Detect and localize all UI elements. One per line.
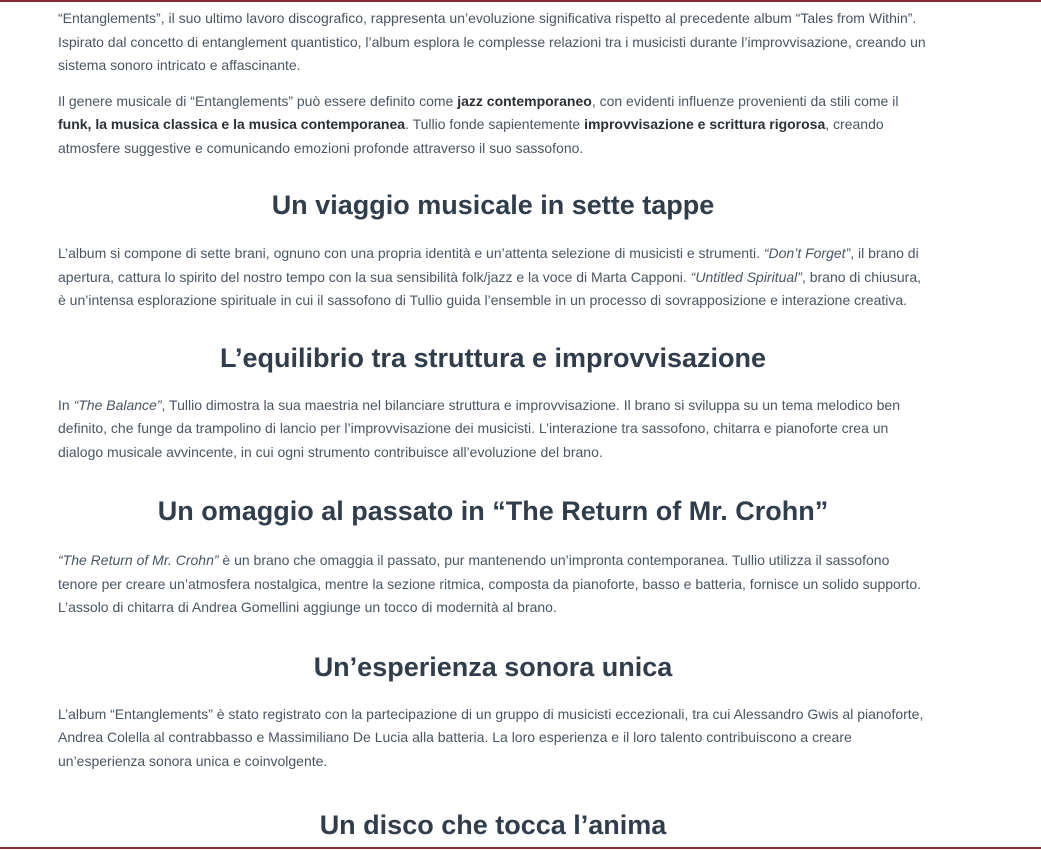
italic-title: “The Balance” [73,396,162,413]
text-run: In [58,396,74,413]
section-heading-esperienza: Un’esperienza sonora unica [313,651,673,682]
bold-text: funk, la musica classica e la musica contemporanea [58,116,406,132]
text-run: , il brano di apertura, cattura lo spirito del nostro tempo con la sua sensibilità folk/jazz e la voce di Marta Capponi. [58,245,919,285]
italic-title: “The Return of Mr. Crohn” [58,552,219,568]
text-run: , Tullio dimostra la sua maestria nel bilanciare struttura e improvvisazione. Il brano si sviluppa su un tema melodico ben definito, che funge da trampolino di lancio per l’improvvisazione dei musicisti. L’interazione tra sassofono, chitarra e pianoforte crea un dialogo musicale avvincente, in cui ogni strumento contribuisce all’evoluzione del brano. [58,396,900,460]
bold-text: jazz contemporaneo [457,92,592,109]
bold-text: improvvisazione e scrittura rigorosa [584,116,826,132]
text-run: , creando atmosfere suggestive e comunicando emozioni profonde attraverso il suo sassofono. [58,116,884,156]
italic-title: “Untitled Spiritual” [690,268,802,285]
text-run: è un brano che omaggia il passato, pur mantenendo un’impronta contemporanea. Tullio utilizza il sassofono tenore per creare un’atmosfera nostalgica, mentre la sezione ritmica, composta da pianoforte, basso e batteria, fornisce un solido supporto. L’assolo di chitarra di Andrea Gomellini aggiunge un tocco di modernità al brano. [58,552,922,615]
section-heading-viaggio: Un viaggio musicale in sette tappe [271,190,715,220]
text-run: , con evidenti influenze provenienti da stili come il [591,92,899,109]
text-run: Il genere musicale di “Entanglements” può essere definito come [58,92,458,109]
text-run: L’album si compone di sette brani, ognuno con una propria identità e un’attenta selezione di musicisti e strumenti. [58,245,764,261]
bottom-accent-line [0,847,1041,849]
text-run: , brano di chiusura, è un’intensa esplorazione spirituale in cui il sassofono di Tullio guida l’ensemble in un processo di sovrapposizione e interazione creativa. [58,268,922,308]
section-heading-omaggio: Un omaggio al passato in “The Return of Mr. Crohn” [157,496,829,526]
article-body [58,7,930,842]
section-heading-equilibrio: L’equilibrio tra struttura e improvvisazione [219,342,767,373]
section-paragraph-esperienza: L’album “Entanglements” è stato registrato con la partecipazione di un gruppo di musicisti eccezionali, tra cui Alessandro Gwis al pianoforte, Andrea Colella al contrabbasso e Massimiliano De Lucia alla batteria. La loro esperienza e il loro talento contribuiscono a creare un’esperienza sonora unica e coinvolgente. [58,705,924,769]
section-heading-anima: Un disco che tocca l’anima [319,810,667,840]
intro-paragraph-1: “Entanglements”, il suo ultimo lavoro discografico, rappresenta un’evoluzione significativa rispetto al precedente album “Tales from Within”. Ispirato dal concetto di entanglement quantistico, l’album esplora le complesse relazioni tra i musicisti durante l’improvvisazione, creando un sistema sonoro intricato e affascinante. [58,10,926,73]
section-paragraph-equilibrio [58,394,930,465]
intro-paragraph-2 [58,90,930,161]
text-run: . Tullio fonde sapientemente [405,116,585,132]
top-accent-line [0,0,1041,2]
section-paragraph-omaggio [58,549,930,620]
italic-title: “Don’t Forget” [763,245,851,261]
section-paragraph-viaggio [58,242,930,313]
